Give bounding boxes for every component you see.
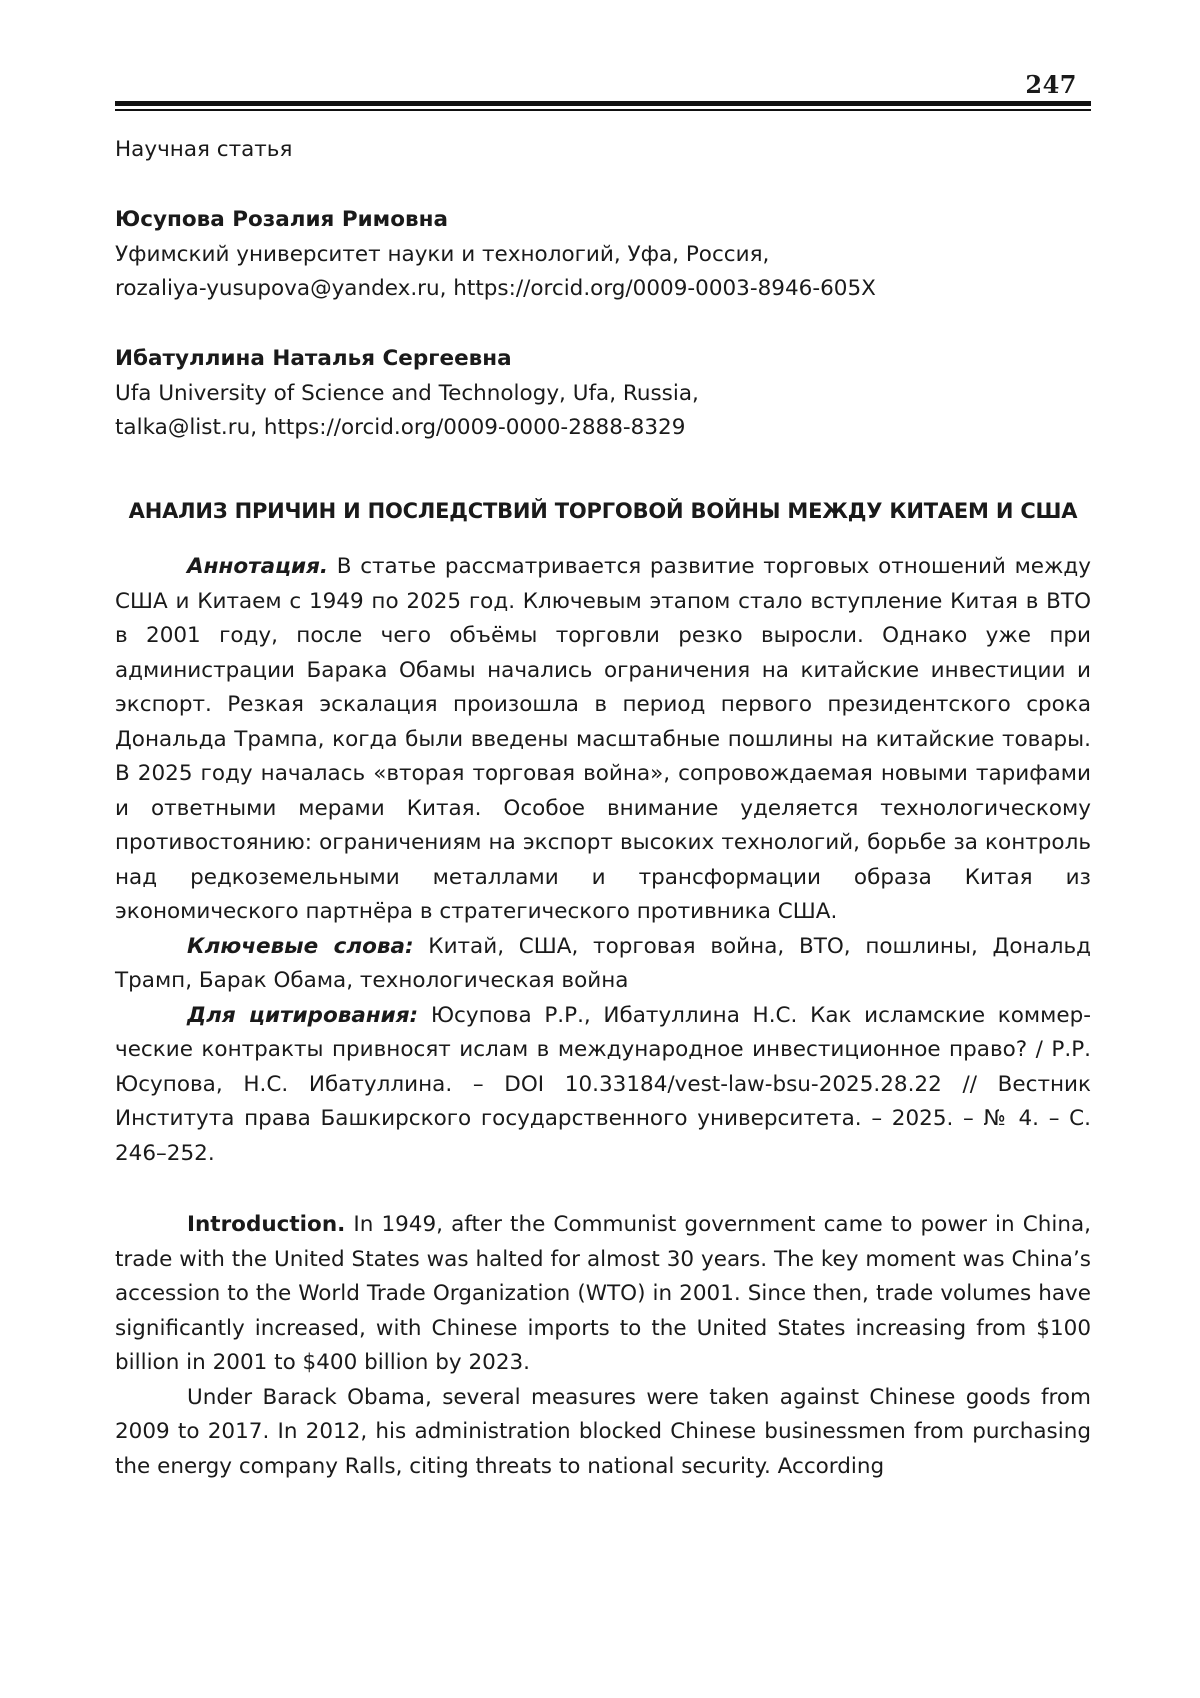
- author-name: Ибатуллина Наталья Сергеевна: [115, 346, 512, 371]
- author-affiliation: Уфимский университет науки и технологий, Уфа, Россия,: [115, 241, 770, 267]
- author-block-2: [115, 342, 699, 446]
- keywords-text: Китай, США, торговая война, ВТО, пошлины, Дональд Трамп, Барак Обама, технологическая война: [115, 933, 1091, 993]
- abstract-label: Аннотация.: [187, 554, 329, 579]
- abstract-section: [115, 550, 1091, 1171]
- citation-label: Для цитирования:: [187, 1002, 419, 1028]
- introduction-text: In 1949, after the Communist government came to power in China, trade with the United States was halted for almost 30 years. The key moment was China’s accession to the World Trade Organization (WTO) in 2001. Since then, trade volumes have significantly increased, with Chinese imports to the United States increasing from $100 billion in 2001 to $400 billion by 2023.: [115, 1212, 1091, 1375]
- introduction-section: [115, 1208, 1091, 1484]
- body-paragraph: Under Barack Obama, several measures were taken against Chinese goods from 2009 to 2017. In 2012, his administration blocked Chinese businessmen from purchasing the energy company Ralls, citing threats to national security. According: [115, 1384, 1091, 1479]
- header-rule-thin: [115, 109, 1091, 111]
- article-title: АНАЛИЗ ПРИЧИН И ПОСЛЕДСТВИЙ ТОРГОВОЙ ВОЙНЫ МЕЖДУ КИТАЕМ И США: [128, 499, 1078, 524]
- author-name: Юсупова Розалия Римовна: [115, 207, 448, 232]
- author-contacts: talka@list.ru, https://orcid.org/0009-0000-2888-8329: [115, 415, 686, 440]
- abstract-text: В статье рассматривается развитие торговых отношений между США и Китаем с 1949 по 2025 год. Ключевым этапом стало вступление Китая в ВТО в 2001 году, после чего объёмы торговли резко выросли. Однако уже при администрации Барака Обамы начались ограничения на китайские инвестиции и экспорт. Резкая эскалация произошла в период первого президентского срока Дональда Трампа, когда были введены масштабные пошлины на китайские товары. В 2025 году началась «вторая торговая война», сопровождаемая новыми тарифами и ответными мерами Китая. Особое внимание уделяется технологическому противостоянию: ограничениям на экспорт высоких технологий, борьбе за контроль над редкоземельными металлами и трансформации образа Китая из экономического партнёра в стратегического противника США.: [115, 554, 1091, 924]
- page-number: 247: [1025, 70, 1077, 99]
- author-block-1: [115, 203, 876, 307]
- header-rule-thick: [115, 101, 1091, 106]
- article-type: Научная статья: [115, 137, 293, 162]
- abstract-paragraph: [115, 550, 1091, 930]
- citation-paragraph: [115, 999, 1091, 1172]
- citation-text: Юсупова Р.Р., Ибатуллина Н.С. Как исламские коммерческие контракты привносят ислам в международное инвестиционное право? / Р.Р. Юсупова, Н.С. Ибатуллина. – DOI 10.33184/vest-law-bsu-2025.28.22 // Вестник Института права Башкирского государственного университета. – 2025. – № 4. – С. 246–252.: [115, 1002, 1091, 1166]
- introduction-label: Introduction.: [187, 1212, 346, 1237]
- keywords-label: Ключевые слова:: [187, 933, 414, 959]
- keywords-paragraph: [115, 930, 1091, 999]
- introduction-paragraph: [115, 1208, 1091, 1381]
- author-contacts: rozaliya-yusupova@yandex.ru, https://orcid.org/0009-0003-8946-605X: [115, 276, 876, 301]
- author-affiliation: Ufa University of Science and Technology, Ufa, Russia,: [115, 380, 699, 406]
